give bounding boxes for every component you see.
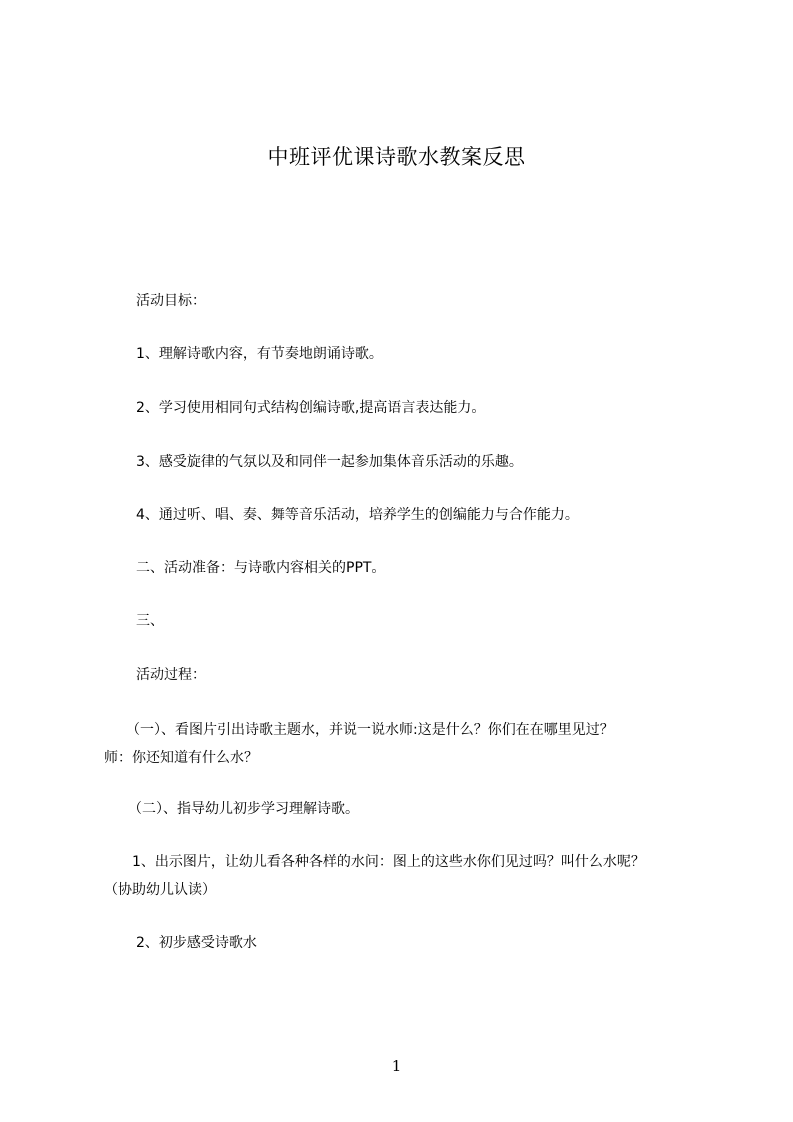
paragraph-process-heading: 活动过程： <box>136 667 206 683</box>
paragraph-step-one-line-2: 师：你还知道有什么水？ <box>104 750 258 766</box>
paragraph-step-two-item-1-line-2: （协助幼儿认读） <box>104 882 216 898</box>
paragraph-preparation: 二、活动准备：与诗歌内容相关的PPT。 <box>136 560 386 576</box>
page-title: 中班评优课诗歌水教案反思 <box>267 145 526 169</box>
paragraph-objectives-heading: 活动目标： <box>136 293 206 309</box>
paragraph-objective-2: 2、学习使用相同句式结构创编诗歌,提高语言表达能力。 <box>136 400 486 416</box>
paragraph-step-two-item-1-line-1: 1、出示图片，让幼儿看各种各样的水问：图上的这些水你们见过吗？叫什么水呢？ <box>132 854 645 870</box>
paragraph-objective-4: 4、通过听、唱、奏、舞等音乐活动，培养学生的创编能力与合作能力。 <box>136 507 579 523</box>
paragraph-objective-3: 3、感受旋律的气氛以及和同伴一起参加集体音乐活动的乐趣。 <box>136 454 523 470</box>
paragraph-step-two: （二）、指导幼儿初步学习理解诗歌。 <box>128 801 359 817</box>
page-number: 1 <box>391 1057 402 1075</box>
paragraph-section-three: 三、 <box>136 613 164 629</box>
paragraph-step-one-line-1: （一）、看图片引出诗歌主题水，并说一说水师:这是什么？你们在在哪里见过？ <box>126 722 614 738</box>
paragraph-step-two-item-2: 2、初步感受诗歌水 <box>136 935 257 951</box>
paragraph-objective-1: 1、理解诗歌内容，有节奏地朗诵诗歌。 <box>136 346 383 362</box>
